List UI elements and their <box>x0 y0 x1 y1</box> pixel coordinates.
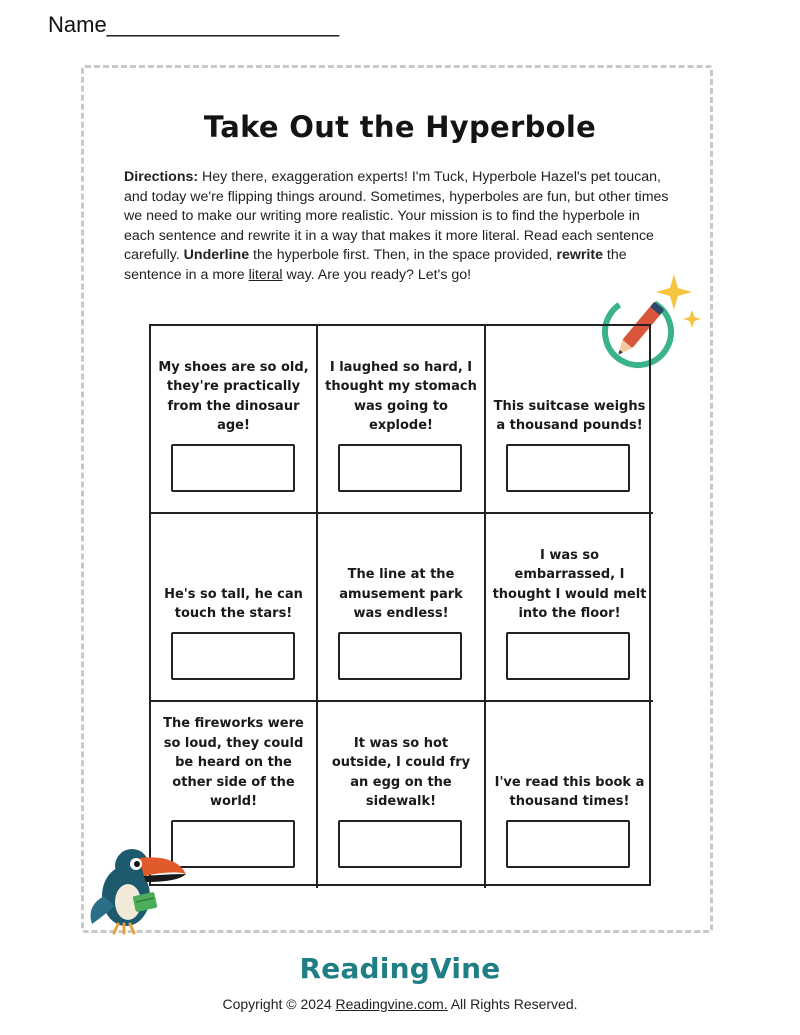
sentence-text: It was so hot outside, I could fry an egg on the sidewalk! <box>331 735 471 810</box>
toucan-icon <box>84 836 194 936</box>
sentence-text: My shoes are so old, they're practically from the dinosaur age! <box>158 359 309 434</box>
copyright-prefix: Copyright © 2024 <box>222 996 336 1012</box>
hyperbole-grid <box>149 324 651 886</box>
sentence-cell <box>486 326 653 514</box>
page-title: Take Out the Hyperbole <box>203 110 597 144</box>
answer-box[interactable] <box>338 444 462 492</box>
sentence-cell <box>151 326 318 514</box>
directions-text-4: way. Are you ready? Let's go! <box>282 266 472 283</box>
copyright-suffix: All Rights Reserved. <box>447 996 578 1012</box>
copyright-link[interactable]: Readingvine.com. <box>335 996 448 1012</box>
name-line <box>48 12 339 38</box>
name-label: Name <box>48 12 107 37</box>
directions-rewrite-word: rewrite <box>556 247 603 264</box>
copyright-line <box>0 996 800 1012</box>
sentence-text: He's so tall, he can touch the stars! <box>164 586 303 622</box>
answer-box[interactable] <box>506 444 630 492</box>
directions-text-1: Hey there, exaggeration experts! I'm Tuck, Hyperbole Hazel's pet toucan, and today we're flipping things around. Sometimes, hyperboles are fun, but other times we need to make our writing more realistic. Your mission is to find the hyperbole in each sentence and rewrite it in a way that makes it more literal. Read each sentence carefully. <box>124 169 669 264</box>
answer-box[interactable] <box>338 820 462 868</box>
answer-box[interactable] <box>171 444 295 492</box>
sentence-text: The line at the amusement park was endless! <box>339 567 463 622</box>
directions-paragraph <box>124 168 672 286</box>
answer-box[interactable] <box>506 632 630 680</box>
sentence-text: I was so embarrassed, I thought I would melt into the floor! <box>492 547 647 622</box>
answer-box[interactable] <box>506 820 630 868</box>
directions-literal-word: literal <box>248 266 283 283</box>
sentence-text: This suitcase weighs a thousand pounds! <box>493 398 646 434</box>
sentence-text: I laughed so hard, I thought my stomach was going to explode! <box>325 359 477 434</box>
sentence-cell <box>318 514 486 702</box>
directions-label: Directions: <box>124 169 199 185</box>
name-blank[interactable]: ___________________ <box>106 12 340 37</box>
answer-box[interactable] <box>171 632 295 680</box>
sentence-cell <box>486 702 653 888</box>
sentence-text: I've read this book a thousand times! <box>494 774 645 810</box>
sentence-cell <box>318 702 486 888</box>
sentence-cell <box>318 326 486 514</box>
sentence-cell <box>151 514 318 702</box>
directions-underline-word: Underline <box>183 247 250 264</box>
sentence-text: The fireworks were so loud, they could be heard on the other side of the world! <box>163 716 304 810</box>
directions-text-3: the sentence in a more <box>124 247 627 283</box>
directions-text-2: the hyperbole first. Then, in the space provided, <box>249 247 557 264</box>
sentence-cell <box>486 514 653 702</box>
answer-box[interactable] <box>338 632 462 680</box>
readingvine-logo: ReadingVine <box>299 952 501 985</box>
